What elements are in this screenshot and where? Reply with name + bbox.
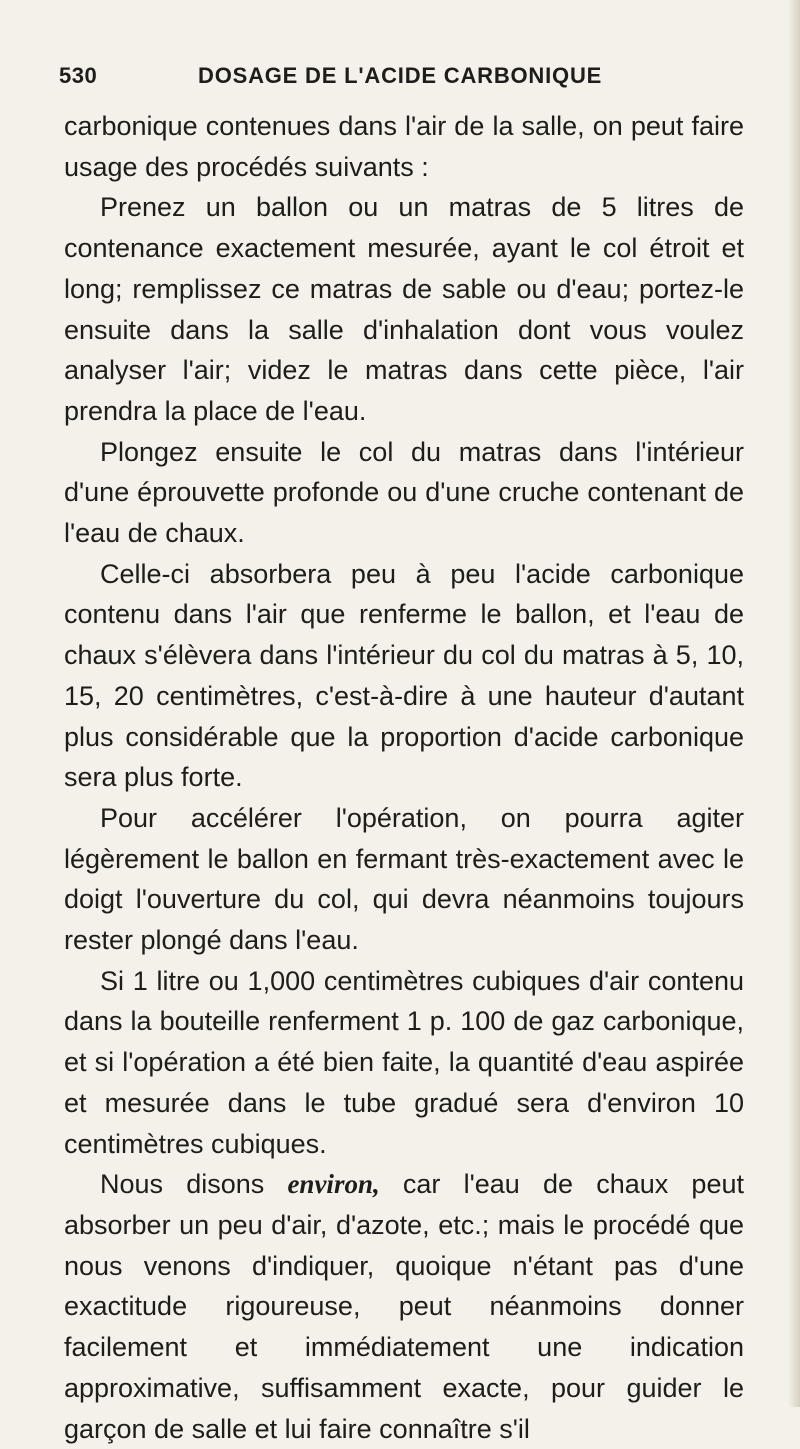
page-number: 530 [59,63,98,88]
paragraph: Prenez un ballon ou un matras de 5 litres de contenance exactement mesurée, ayant le col étroit et long; remplissez ce matras de sable ou d'eau; portez-le ensuite dans la salle d'inhalation dont vous voulez analyser l'air; videz le matras dans cette pièce, l'air prendra la place de l'eau. [64,192,744,426]
page-header [59,63,759,93]
paragraph: Pour accélérer l'opération, on pourra agiter légèrement le ballon en fermant très-exactement avec le doigt l'ouverture du col, qui devra néanmoins toujours rester plongé dans l'eau. [64,802,744,956]
body-text [64,106,744,1449]
paragraph-text: Nous disons [100,1169,288,1200]
paragraph: Plongez ensuite le col du matras dans l'intérieur d'une éprouvette profonde ou d'une cruche contenant de l'eau de chaux. [64,436,744,549]
paragraph: Si 1 litre ou 1,000 centimètres cubiques d'air contenu dans la bouteille renferment 1 p. 100 de gaz carbonique, et si l'opération a été bien faite, la quantité d'eau aspirée et mesurée dans le tube gradué sera d'environ 10 centimètres cubiques. [64,965,744,1159]
paragraph-continuation: carbonique contenues dans l'air de la salle, on peut faire usage des procédés suivants : [64,111,744,182]
running-title: DOSAGE DE L'ACIDE CARBONIQUE [198,63,603,88]
paragraph: Celle-ci absorbera peu à peu l'acide carbonique contenu dans l'air que renferme le ballon, et l'eau de chaux s'élèvera dans l'intérieur du col du matras à 5, 10, 15, 20 centimètres, c'est-à-dire à une hauteur d'autant plus considérable que la proportion d'acide carbonique sera plus forte. [64,558,744,793]
page-edge-shadow [788,0,800,1407]
paragraph-text: car l'eau de chaux peut absorber un peu d'air, d'azote, etc.; mais le procédé que nous venons d'indiquer, quoique n'étant pas d'une exactitude rigoureuse, peut néanmoins donner facilement et immédiatement une indication approximative, suffisamment exacte, pour guider le garçon de salle et lui faire connaître s'il [64,1169,744,1444]
emphasized-word: environ, [287,1169,380,1200]
paragraph-with-emphasis [64,1164,744,1449]
